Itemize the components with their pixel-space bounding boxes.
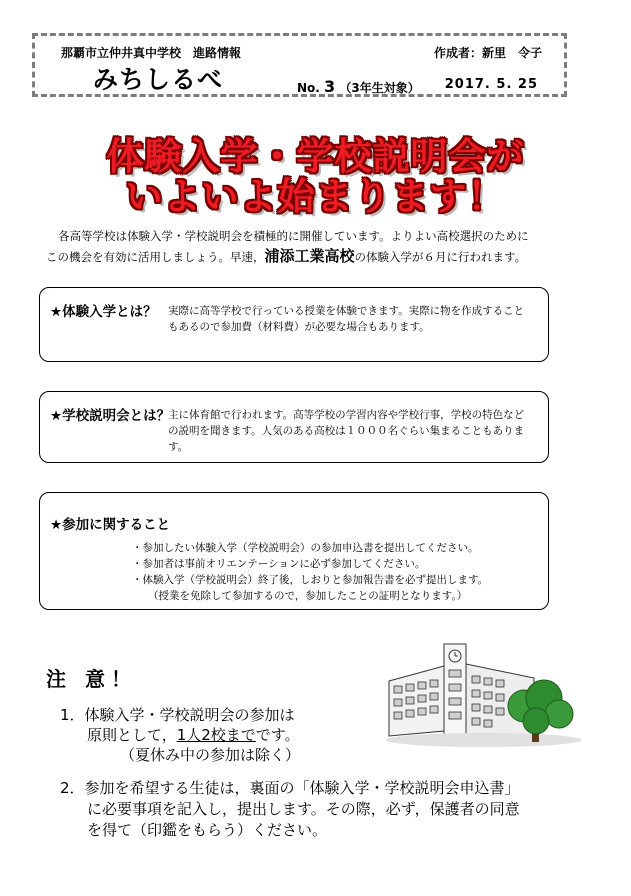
note-item-2-line-2: に必要事項を記入し，提出します。その際，必ず，保護者の同意 — [87, 800, 520, 818]
info-box-text: 実際に高等学校で行っている授業を体験できます。実際に物を作成することもあるので参加費（材料費）が必要な場合もあります。 — [168, 305, 525, 333]
info-box-participation — [39, 492, 549, 610]
info-box-heading: ★体験入学とは？ — [50, 304, 157, 320]
note-item-1-line-1: 1．体験入学・学校説明会の参加は — [60, 706, 295, 724]
featured-school-name: 浦添工業高校 — [264, 247, 355, 265]
note-item-2-line-3: を得て（印鑑をもらう）ください。 — [87, 821, 328, 839]
limit-emphasis: 1人2校まで — [176, 726, 256, 744]
school-building-illustration — [384, 636, 584, 756]
issue-number-value: 3 — [324, 77, 336, 96]
list-item: ・参加者は事前オリエンテーションに必ず参加してください。 — [132, 558, 426, 570]
intro-line-2-post: の体験入学が６月に行われます。 — [354, 250, 527, 264]
intro-paragraph — [46, 226, 591, 267]
headline-line-2: いよいよ始まります！ — [125, 175, 506, 218]
issue-number-prefix: No. — [297, 81, 320, 95]
info-box-taiken — [39, 287, 549, 362]
intro-line-1: 各高等学校は体験入学・学校説明会を積極的に開催しています。よりよい高校選択のために — [58, 229, 529, 243]
intro-line-2-pre: この機会を有効に活用しましょう。早速， — [46, 250, 265, 264]
newsletter-title: みちしるべ — [93, 65, 224, 94]
note-item-1 — [60, 705, 300, 765]
school-label: 那覇市立仲井真中学校 進路情報 — [61, 46, 242, 60]
info-box-setsumeikai — [39, 391, 549, 463]
intro-line-2 — [46, 246, 591, 267]
author-label: 作成者：新里 令子 — [433, 46, 542, 60]
note-text: 原則として， — [87, 726, 177, 744]
list-item: （授業を免除して参加するので，参加したことの証明となります。） — [148, 590, 468, 602]
issue-number — [297, 77, 420, 96]
note-item-1-line-3: （夏休み中の参加は除く） — [120, 746, 301, 764]
info-box-text: 主に体育館で行われます。高等学校の学習内容や学校行事，学校の特色などの説明を聞きます。人気のある高校は１０００名ぐらい集まることもあります。 — [168, 409, 525, 453]
participation-list — [132, 540, 542, 604]
newsletter-header — [32, 33, 567, 97]
issue-date: 2017. 5. 25 — [444, 77, 538, 92]
list-item: ・体験入学（学校説明会）終了後，しおりと参加報告書を必ず提出します。 — [132, 574, 489, 586]
note-item-1-line-2 — [60, 725, 300, 745]
note-item-2-line-1: 2．参加を希望する生徒は，裏面の「体験入学・学校説明会申込書」 — [60, 779, 520, 797]
notes-title: 注 意！ — [46, 667, 137, 691]
info-box-heading: ★学校説明会とは？ — [50, 408, 171, 424]
headline-line-1: 体験入学・学校説明会が — [106, 135, 525, 178]
note-text: です。 — [255, 726, 300, 744]
info-box-heading: ★参加に関すること — [50, 517, 171, 533]
list-item: ・参加したい体験入学（学校説明会）の参加申込書を提出してください。 — [132, 542, 479, 554]
note-item-2 — [60, 778, 520, 841]
issue-target: （3年生対象） — [339, 81, 420, 95]
